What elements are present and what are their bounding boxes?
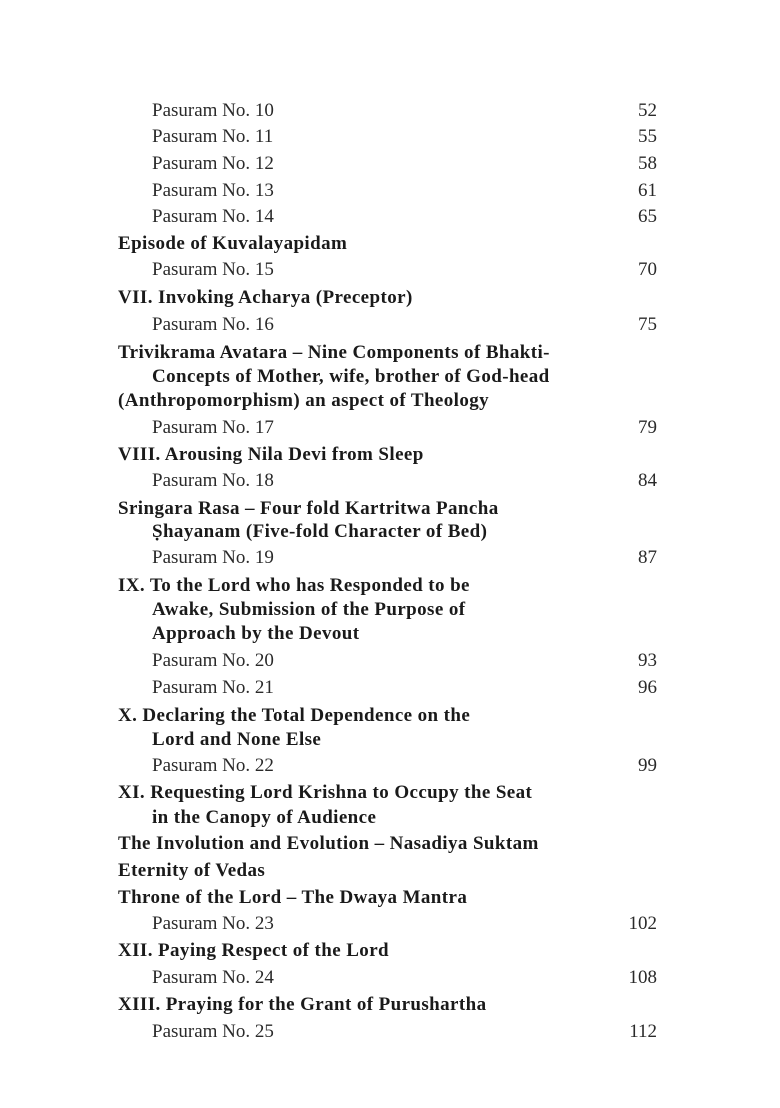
toc-entry-title: Pasuram No. 13 [152, 180, 274, 201]
toc-page-number: 65 [638, 206, 657, 227]
toc-entry-title: VIII. Arousing Nila Devi from Sleep [118, 444, 424, 465]
toc-entry-pasuram [0, 468, 780, 494]
toc-entry-heading [0, 364, 780, 390]
toc-entry-title: Pasuram No. 18 [152, 470, 274, 491]
toc-entry-heading [0, 858, 780, 884]
toc-entry-heading [0, 938, 780, 964]
toc-page-number: 70 [638, 259, 657, 280]
toc-entry-heading [0, 388, 780, 414]
toc-entry-title: IX. To the Lord who has Responded to be [118, 575, 470, 596]
toc-entry-pasuram [0, 124, 780, 150]
toc-entry-title: Sringara Rasa – Four fold Kartritwa Pancha [118, 498, 499, 519]
toc-entry-heading [0, 703, 780, 729]
toc-page-number: 61 [638, 180, 657, 201]
toc-entry-title: Eternity of Vedas [118, 860, 266, 881]
toc-entry-title: XII. Paying Respect of the Lord [118, 940, 389, 961]
toc-entry-title: Pasuram No. 15 [152, 259, 274, 280]
toc-entry-title: The Involution and Evolution – Nasadiya Suktam [118, 833, 539, 854]
toc-entry-pasuram [0, 151, 780, 177]
toc-entry-title: Throne of the Lord – The Dwaya Mantra [118, 887, 468, 908]
toc-entry-heading [0, 442, 780, 468]
toc-entry-heading [0, 597, 780, 623]
toc-entry-pasuram [0, 312, 780, 338]
toc-entry-title: Episode of Kuvalayapidam [118, 233, 348, 254]
toc-entry-title: Pasuram No. 21 [152, 677, 274, 698]
toc-entry-title: Lord and None Else [152, 729, 322, 750]
toc-page-number: 55 [638, 126, 657, 147]
toc-page-number: 52 [638, 100, 657, 121]
toc-entry-heading [0, 727, 780, 753]
toc-entry-heading [0, 992, 780, 1018]
toc-entry-heading [0, 885, 780, 911]
toc-page-number: 102 [628, 913, 657, 934]
toc-entry-heading [0, 231, 780, 257]
toc-entry-pasuram [0, 178, 780, 204]
toc-entry-title: Pasuram No. 22 [152, 755, 274, 776]
toc-entry-title: Pasuram No. 17 [152, 417, 274, 438]
toc-entry-title: Pasuram No. 19 [152, 547, 274, 568]
toc-entry-title: X. Declaring the Total Dependence on the [118, 705, 471, 726]
toc-entry-heading [0, 573, 780, 599]
toc-entry-title: XIII. Praying for the Grant of Purushartha [118, 994, 487, 1015]
toc-entry-pasuram [0, 753, 780, 779]
toc-page-number: 75 [638, 314, 657, 335]
toc-entry-title: Pasuram No. 20 [152, 650, 274, 671]
toc-entry-heading [0, 519, 780, 545]
toc-entry-heading [0, 780, 780, 806]
toc-entry-pasuram [0, 545, 780, 571]
toc-page-number: 93 [638, 650, 657, 671]
toc-entry-title: Pasuram No. 25 [152, 1021, 274, 1042]
toc-entry-title: Ṣhayanam (Five-fold Character of Bed) [152, 521, 488, 542]
toc-entry-title: (Anthropomorphism) an aspect of Theology [118, 390, 490, 411]
toc-page-number: 96 [638, 677, 657, 698]
toc-entry-title: Pasuram No. 23 [152, 913, 274, 934]
toc-entry-pasuram [0, 257, 780, 283]
toc-entry-title: Pasuram No. 16 [152, 314, 274, 335]
toc-entry-title: in the Canopy of Audience [152, 807, 377, 828]
toc-page-number: 99 [638, 755, 657, 776]
toc-entry-heading [0, 831, 780, 857]
toc-entry-pasuram [0, 204, 780, 230]
toc-entry-title: VII. Invoking Acharya (Preceptor) [118, 287, 413, 308]
toc-entry-pasuram [0, 648, 780, 674]
toc-page-number: 108 [628, 967, 657, 988]
toc-entry-heading [0, 805, 780, 831]
toc-entry-pasuram [0, 98, 780, 124]
toc-entry-title: Concepts of Mother, wife, brother of God-head [152, 366, 550, 387]
toc-entry-pasuram [0, 415, 780, 441]
toc-page-number: 87 [638, 547, 657, 568]
toc-entry-pasuram [0, 911, 780, 937]
toc-entry-title: Approach by the Devout [152, 623, 360, 644]
toc-entry-heading [0, 340, 780, 366]
toc-page-number: 112 [629, 1021, 657, 1042]
toc-entry-title: Pasuram No. 14 [152, 206, 274, 227]
toc-entry-title: Pasuram No. 24 [152, 967, 274, 988]
toc-entry-title: XI. Requesting Lord Krishna to Occupy the Seat [118, 782, 533, 803]
toc-entry-heading [0, 621, 780, 647]
toc-page-number: 84 [638, 470, 657, 491]
toc-entry-title: Pasuram No. 10 [152, 100, 274, 121]
toc-page-number: 58 [638, 153, 657, 174]
toc-entry-pasuram [0, 675, 780, 701]
toc-entry-pasuram [0, 1019, 780, 1045]
toc-entry-title: Pasuram No. 12 [152, 153, 274, 174]
toc-entry-heading [0, 285, 780, 311]
toc-entry-title: Awake, Submission of the Purpose of [152, 599, 466, 620]
toc-entry-title: Pasuram No. 11 [152, 126, 274, 147]
toc-entry-title: Trivikrama Avatara – Nine Components of Bhakti- [118, 342, 550, 363]
toc-entry-pasuram [0, 965, 780, 991]
toc-page-number: 79 [638, 417, 657, 438]
